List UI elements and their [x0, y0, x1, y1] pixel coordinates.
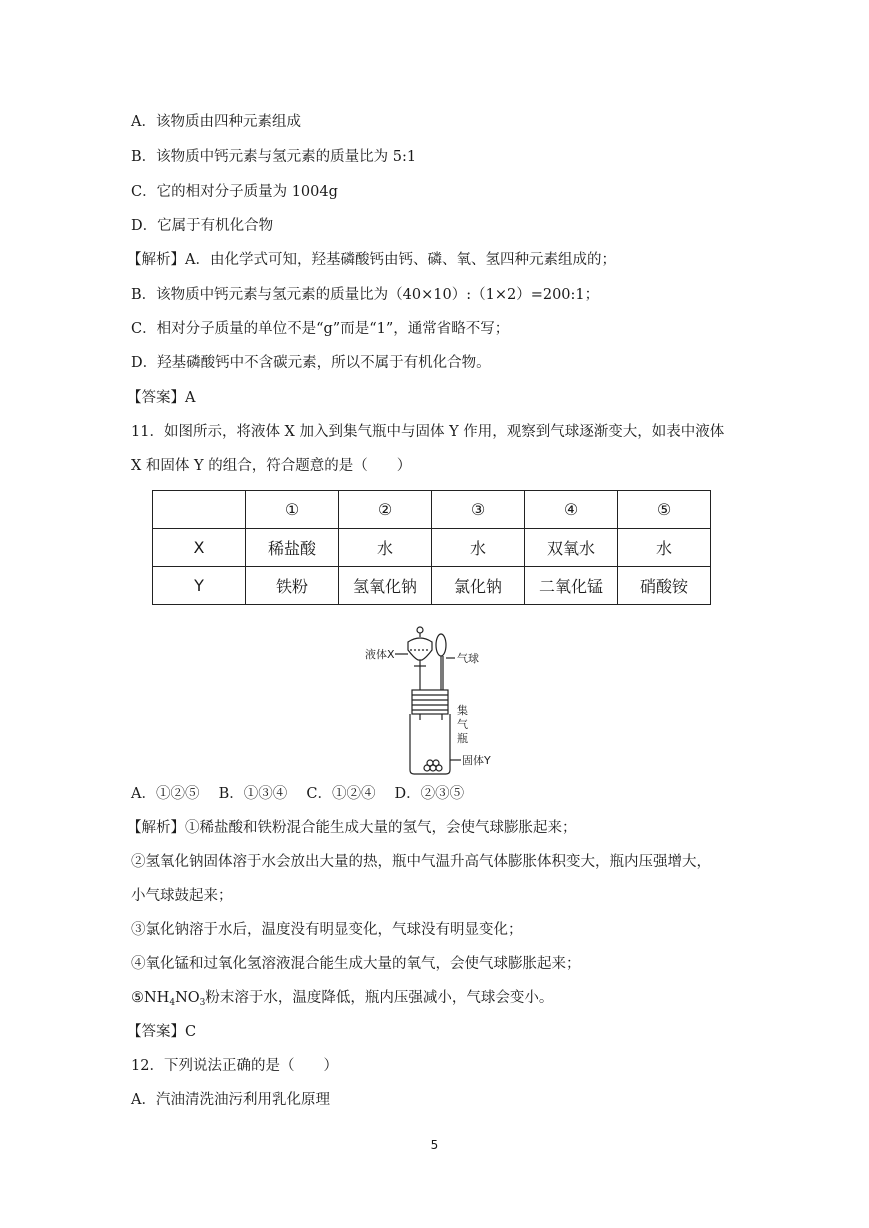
analysis-11-line-6: [131, 988, 553, 1013]
table-cell: 稀盐酸: [246, 529, 339, 567]
page-number: 5: [430, 1138, 439, 1152]
table-row-x: [153, 529, 711, 567]
label-liquid-x: 液体X: [365, 648, 395, 661]
text-line-option-c: C．它的相对分子质量为 1004g: [131, 184, 338, 200]
table-row-y: [153, 567, 711, 605]
label-bottle-2: 气: [457, 718, 468, 731]
table-cell: 水: [339, 529, 432, 567]
analysis-11-line-2: ②氢氧化钠固体溶于水会放出大量的热，瓶中气温升高气体膨胀体积变大，瓶内压强增大，: [131, 854, 711, 870]
question-11-line-1: 11．如图所示，将液体 X 加入到集气瓶中与固体 Y 作用，观察到气球逐渐变大，如表中液体: [131, 424, 725, 440]
subscript: 3: [199, 998, 206, 1008]
text-span: 粉末溶于水，温度降低，瓶内压强减小，气球会变小。: [205, 990, 554, 1006]
table-cell: ④: [525, 491, 618, 529]
analysis-line-b: B．该物质中钙元素与氢元素的质量比为（40×10）:（1×2）=200:1；: [131, 287, 600, 303]
question-12-line: 12．下列说法正确的是（ ）: [131, 1058, 338, 1074]
analysis-11-line-4: ③氯化钠溶于水后，温度没有明显变化，气球没有明显变化；: [131, 922, 523, 938]
table-cell: ②: [339, 491, 432, 529]
table-cell: 水: [432, 529, 525, 567]
text-line-option-d: D．它属于有机化合物: [131, 218, 274, 234]
table-cell: 二氧化锰: [525, 567, 618, 605]
table-cell: 铁粉: [246, 567, 339, 605]
label-balloon: 气球: [457, 652, 479, 665]
analysis-line-a: 【解析】A．由化学式可知，羟基磷酸钙由钙、磷、氧、氢四种元素组成的；: [127, 252, 616, 268]
analysis-11-line-1: 【解析】①稀盐酸和铁粉混合能生成大量的氢气，会使气球膨胀起来；: [127, 820, 577, 836]
analysis-line-d: D．羟基磷酸钙中不含碳元素，所以不属于有机化合物。: [131, 355, 491, 371]
table-cell: 硝酸铵: [618, 567, 711, 605]
table-cell: X: [153, 529, 246, 567]
table-cell: 双氧水: [525, 529, 618, 567]
analysis-line-c: C．相对分子质量的单位不是“g”而是“1”，通常省略不写；: [131, 321, 510, 337]
text-line-option-a: A．该物质由四种元素组成: [131, 114, 301, 130]
table-cell: ①: [246, 491, 339, 529]
subscript: 4: [169, 998, 176, 1008]
table-cell: ③: [432, 491, 525, 529]
options-table: [152, 490, 711, 605]
table-cell: 水: [618, 529, 711, 567]
table-cell: 氯化钠: [432, 567, 525, 605]
analysis-11-line-5: ④氧化锰和过氧化氢溶液混合能生成大量的氧气，会使气球膨胀起来；: [131, 956, 581, 972]
apparatus-figure: [365, 620, 505, 775]
answer-line-10: 【答案】A: [127, 390, 196, 406]
question-12-option-a: A．汽油清洗油污利用乳化原理: [131, 1092, 330, 1108]
table-cell: [153, 491, 246, 529]
text-line-option-b: B．该物质中钙元素与氢元素的质量比为 5:1: [131, 149, 417, 165]
table-cell: ⑤: [618, 491, 711, 529]
table-cell: 氢氧化钠: [339, 567, 432, 605]
label-bottle-3: 瓶: [457, 732, 468, 745]
answer-line-11: 【答案】C: [127, 1024, 197, 1040]
text-span: ⑤NH: [131, 990, 170, 1006]
table-header-row: [153, 491, 711, 529]
table-cell: Y: [153, 567, 246, 605]
text-span: NO: [175, 990, 200, 1006]
label-solid-y: 固体Y: [462, 754, 491, 767]
question-11-options: A．①②⑤ B．①③④ C．①②④ D．②③⑤: [131, 786, 465, 802]
question-11-line-2: X 和固体 Y 的组合，符合题意的是（ ）: [131, 458, 412, 474]
analysis-11-line-3: 小气球鼓起来；: [131, 888, 233, 904]
label-bottle-1: 集: [457, 704, 468, 717]
